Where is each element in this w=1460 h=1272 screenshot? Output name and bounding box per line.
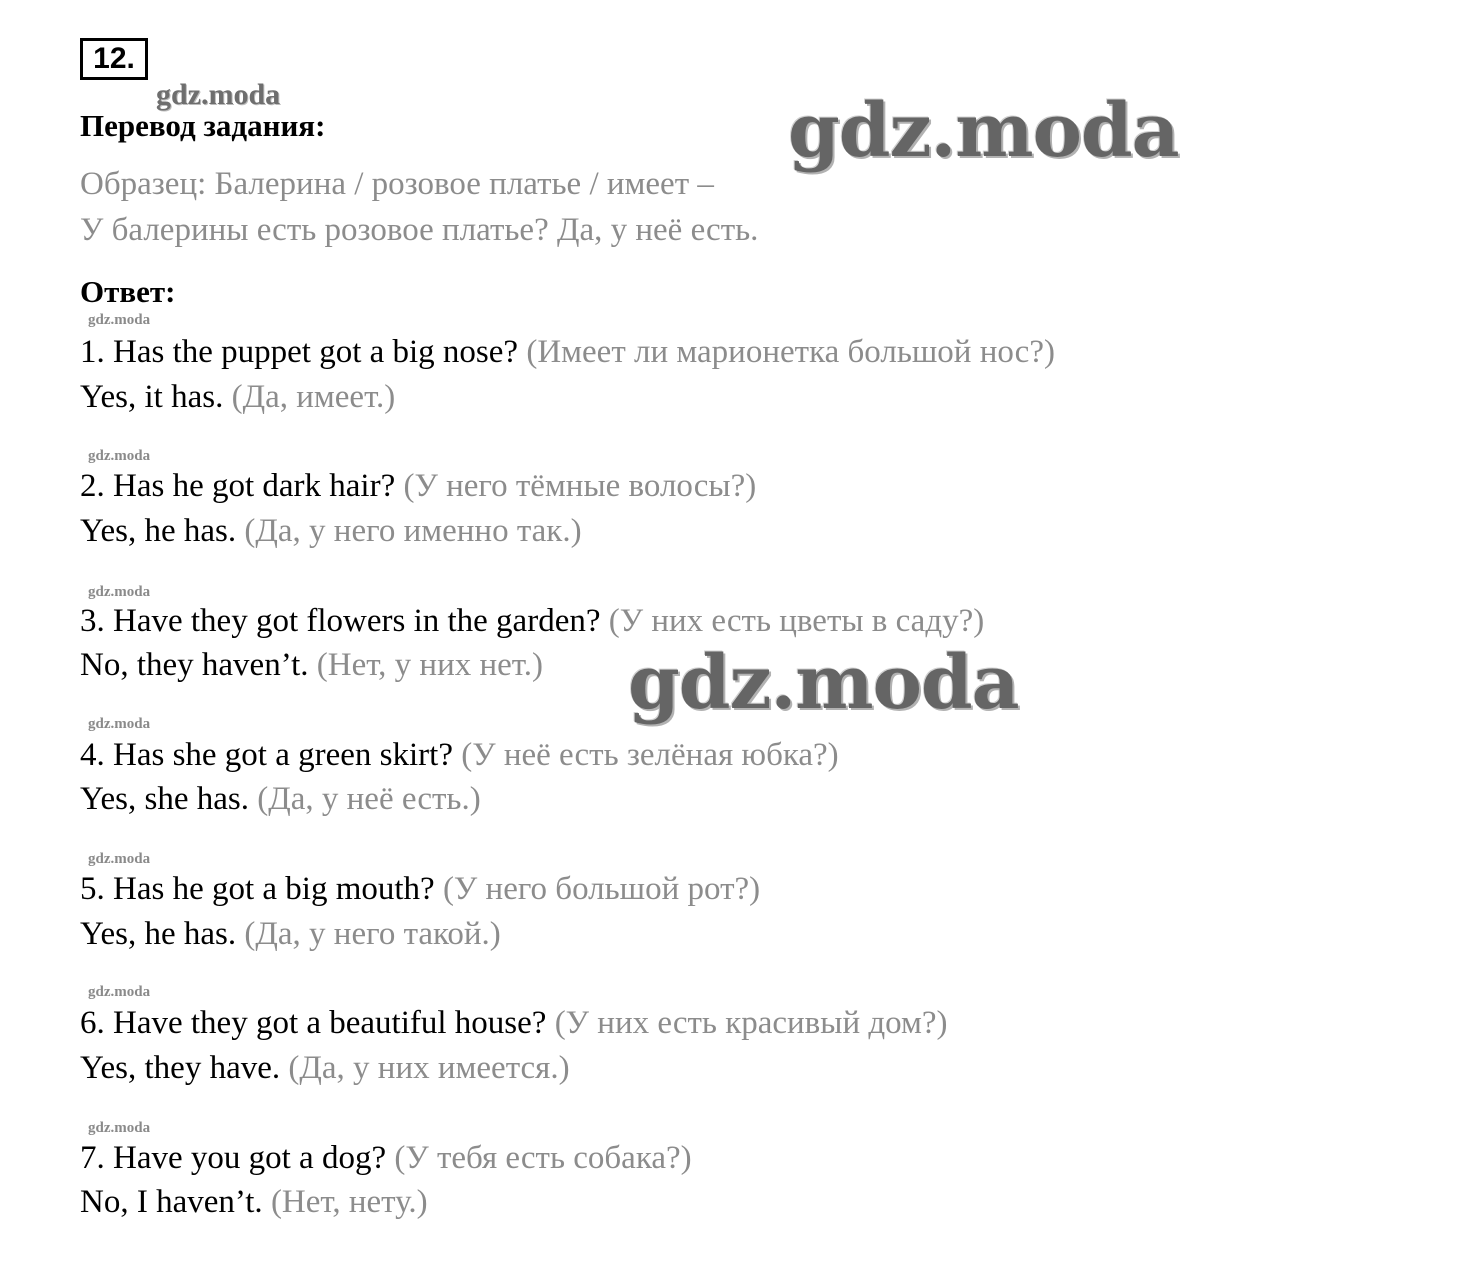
question-line bbox=[80, 1005, 948, 1042]
sample-line-1: Образец: Балерина / розовое платье / имеет – bbox=[80, 166, 714, 202]
question-translation: (У них есть цветы в саду?) bbox=[608, 603, 985, 639]
answer-translation: (Да, у неё есть.) bbox=[257, 781, 481, 817]
watermark-logo: gdz.moda bbox=[88, 984, 151, 1000]
question-text: 6. Have they got a beautiful house? bbox=[80, 1005, 547, 1041]
question-text: 2. Has he got dark hair? bbox=[80, 468, 396, 504]
question-translation: (У тебя есть собака?) bbox=[394, 1140, 692, 1176]
answer-line bbox=[80, 647, 543, 684]
answer-line bbox=[80, 513, 582, 550]
answer-translation: (Да, имеет.) bbox=[231, 379, 396, 415]
question-translation: (Имеет ли марионетка большой нос?) bbox=[526, 334, 1055, 370]
answer-translation: (Нет, нету.) bbox=[270, 1184, 428, 1220]
answer-text: Yes, he has. bbox=[80, 916, 237, 952]
watermark-logo: gdz.moda bbox=[628, 640, 1019, 726]
watermark-logo: gdz.moda bbox=[156, 78, 281, 111]
question-translation: (У них есть красивый дом?) bbox=[554, 1005, 948, 1041]
answer-text: Yes, they have. bbox=[80, 1050, 281, 1086]
watermark-logo: gdz.moda bbox=[88, 312, 151, 328]
question-text: 7. Have you got a dog? bbox=[80, 1140, 387, 1176]
answer-line bbox=[80, 1050, 570, 1087]
answer-text: Yes, it has. bbox=[80, 379, 224, 415]
question-text: 5. Has he got a big mouth? bbox=[80, 871, 435, 907]
answer-translation: (Да, у него такой.) bbox=[244, 916, 501, 952]
answer-translation: (Нет, у них нет.) bbox=[316, 647, 543, 683]
question-line bbox=[80, 737, 839, 774]
question-line bbox=[80, 603, 984, 640]
question-line bbox=[80, 468, 756, 505]
sample-line-2: У балерины есть розовое платье? Да, у неё есть. bbox=[80, 212, 759, 248]
question-translation: (У него тёмные волосы?) bbox=[403, 468, 757, 504]
question-translation: (У неё есть зелёная юбка?) bbox=[461, 737, 839, 773]
question-translation: (У него большой рот?) bbox=[442, 871, 761, 907]
answer-text: Yes, she has. bbox=[80, 781, 249, 817]
watermark-logo: gdz.moda bbox=[788, 88, 1179, 174]
answer-line bbox=[80, 1184, 428, 1221]
question-line bbox=[80, 334, 1055, 371]
question-text: 1. Has the puppet got a big nose? bbox=[80, 334, 519, 370]
answer-heading: Ответ: bbox=[80, 274, 176, 309]
task-heading: Перевод задания: bbox=[80, 108, 326, 143]
watermark-logo: gdz.moda bbox=[88, 448, 151, 464]
answer-translation: (Да, у них имеется.) bbox=[288, 1050, 570, 1086]
watermark-logo: gdz.moda bbox=[88, 716, 151, 732]
answer-text: No, I haven’t. bbox=[80, 1184, 263, 1220]
watermark-logo: gdz.moda bbox=[88, 584, 151, 600]
question-text: 4. Has she got a green skirt? bbox=[80, 737, 453, 773]
answer-text: Yes, he has. bbox=[80, 513, 237, 549]
answer-translation: (Да, у него именно так.) bbox=[244, 513, 582, 549]
answer-line bbox=[80, 781, 481, 818]
question-line bbox=[80, 871, 760, 908]
answer-text: No, they haven’t. bbox=[80, 647, 309, 683]
answer-line bbox=[80, 379, 395, 416]
watermark-logo: gdz.moda bbox=[88, 1120, 151, 1136]
question-text: 3. Have they got flowers in the garden? bbox=[80, 603, 601, 639]
watermark-logo: gdz.moda bbox=[88, 851, 151, 867]
question-line bbox=[80, 1140, 692, 1177]
answer-line bbox=[80, 916, 501, 953]
exercise-number: 12. bbox=[80, 38, 148, 80]
